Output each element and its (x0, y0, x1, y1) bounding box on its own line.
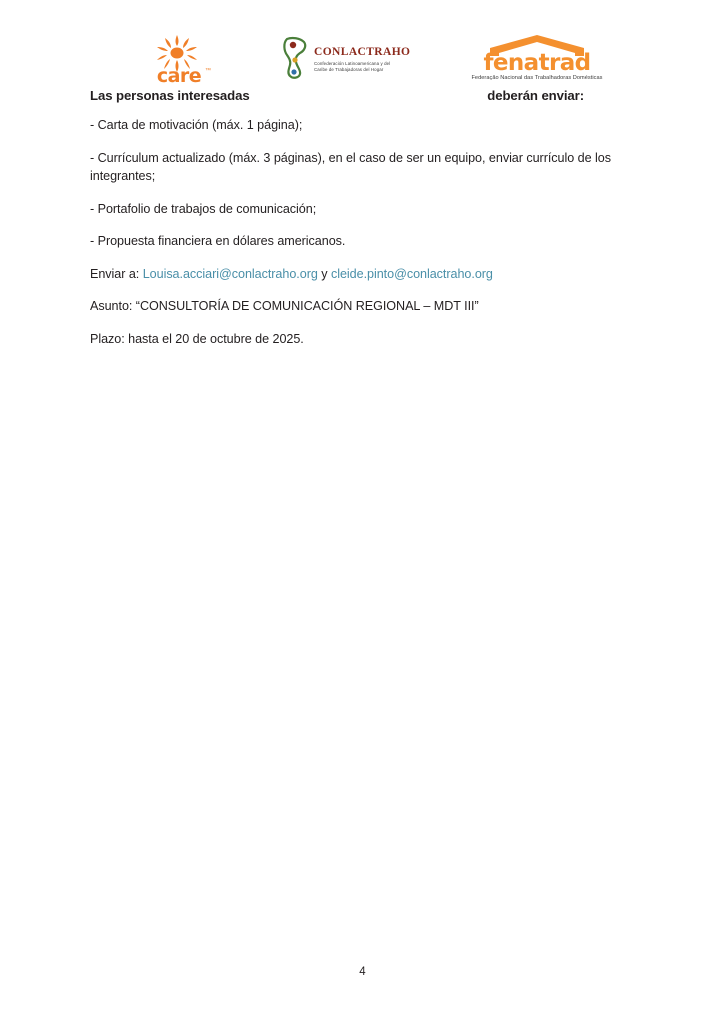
intro-heading-right: deberán enviar: (487, 88, 584, 103)
email-link-louisa[interactable]: Louisa.acciari@conlactraho.org (142, 266, 318, 281)
requirement-item: - Currículum actualizado (máx. 3 páginas), en el caso de ser un equipo, enviar currículo de los integrantes; (90, 150, 611, 183)
conlactraho-map-icon (280, 36, 312, 80)
intro-heading (90, 88, 642, 103)
requirement-item: - Propuesta financiera en dólares americanos. (90, 234, 346, 248)
care-logo (145, 34, 213, 88)
conlactraho-subtitle-line2: Caribe de Trabajadoras del Hogar (314, 67, 384, 72)
page-number: 4 (359, 966, 366, 978)
send-to-label: Enviar a: (90, 266, 143, 281)
fenatrad-wordmark: fenatrad (483, 50, 591, 76)
conlactraho-wordmark: CONLACTRAHO (314, 46, 411, 58)
deadline-line: Plazo: hasta el 20 de octubre de 2025. (90, 331, 304, 346)
care-trademark: ™ (205, 68, 211, 74)
conlactraho-logo (280, 36, 411, 84)
care-wordmark: care (156, 65, 202, 87)
requirement-item: - Portafolio de trabajos de comunicación; (90, 201, 317, 216)
send-to-line (90, 265, 642, 284)
document-body (90, 88, 642, 362)
intro-heading-left: Las personas interesadas (90, 88, 250, 103)
conlactraho-subtitle-line1: Confederación Latinoamericana y del (314, 61, 391, 66)
subject-line: Asunto: “CONSULTORÍA DE COMUNICACIÓN REGIONAL – MDT III” (90, 299, 479, 313)
fenatrad-logo (462, 34, 612, 86)
email-link-cleide[interactable]: cleide.pinto@conlactraho.org (330, 266, 493, 281)
send-to-conjunction: y (317, 266, 331, 281)
logo-band (90, 34, 635, 92)
fenatrad-subtitle: Federação Nacional das Trabalhadoras Domésticas (471, 75, 603, 81)
requirement-item: - Carta de motivación (máx. 1 página); (90, 118, 303, 132)
